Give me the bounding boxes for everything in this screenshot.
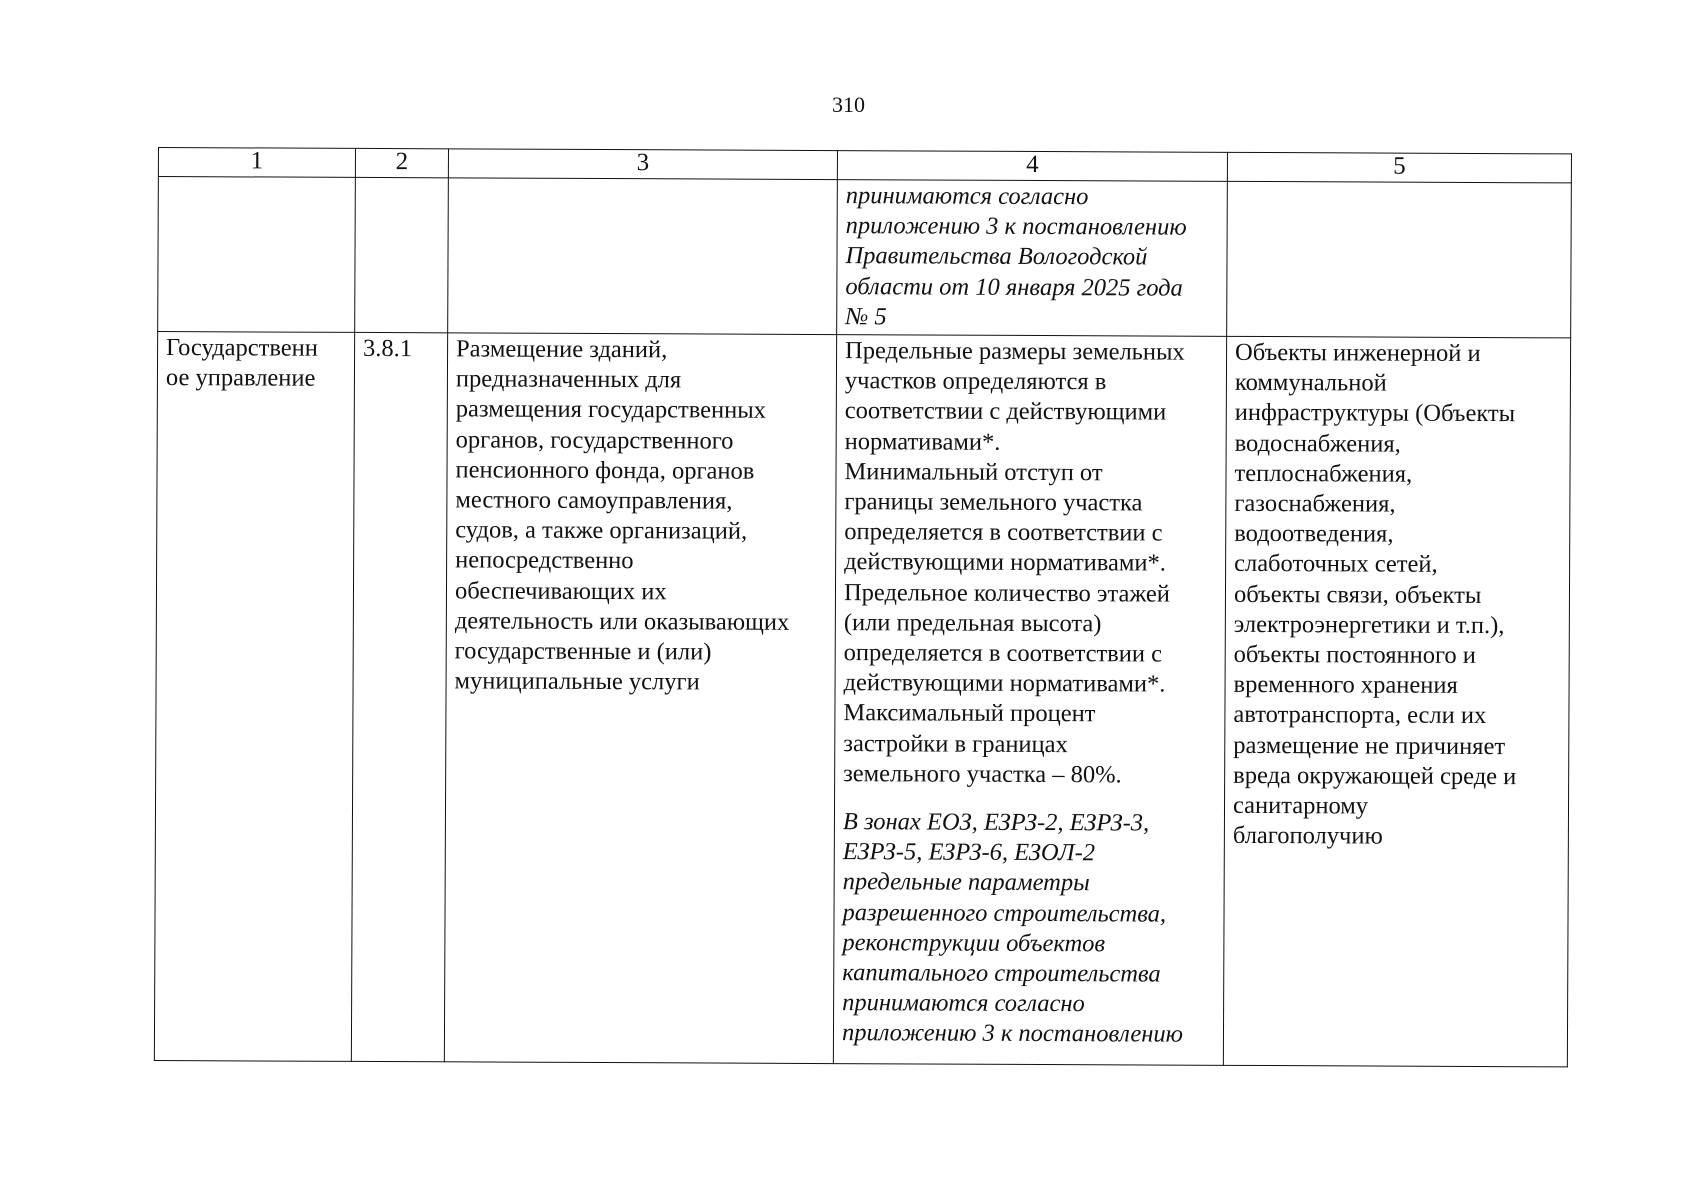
column-header-1: 1 xyxy=(158,148,355,178)
column-header-4: 4 xyxy=(837,151,1227,182)
column-header-5: 5 xyxy=(1227,152,1571,183)
parameters-text: Предельные размеры земельных участков определяются в соответствии с действующими нормативами*. Минимальный отступ от границы земельного участка определяется в соответствии с действующими нормативами*. Предельное количество этажей (или предельная высота) определяется в соответствии с действующими нормативами*. Максимальный процент застройки в границах земельного участка – 80%. xyxy=(843,337,1185,789)
continuation-parameters-cell: принимаются согласно приложению 3 к постановлению Правительства Вологодской области от 10 января 2025 года № 5 xyxy=(837,180,1228,337)
continuation-cell-2 xyxy=(355,177,449,332)
continuation-cell-3 xyxy=(448,178,838,335)
zone-restrictions-text: В зонах ЕОЗ, ЕЗРЗ-2, ЕЗРЗ-3, ЕЗРЗ-5, ЕЗРЗ-6, ЕЗОЛ-2 предельные параметры разрешенного строительства, реконструкции объектов капитального строительства принимаются согласно приложению 3 к постановлению xyxy=(841,808,1184,1049)
parameters-cell xyxy=(833,335,1226,1066)
paragraph-spacer xyxy=(843,789,1216,809)
continuation-cell-1 xyxy=(158,177,356,333)
land-use-description-cell: Размещение зданий, предназначенных для размещения государственных органов, государственного пенсионного фонда, органов местного самоуправления, судов, а также организаций, непосредственно обеспечивающих их деятельность или оказывающих государственные и (или) муниципальные услуги xyxy=(444,333,836,1064)
column-header-2: 2 xyxy=(355,148,448,177)
column-header-3: 3 xyxy=(448,149,837,180)
page-number: 310 xyxy=(832,92,865,117)
auxiliary-uses-cell: Объекты инженерной и коммунальной инфраструктуры (Объекты водоснабжения, теплоснабжения, газоснабжения, водоотведения, слаботочных сетей, объекты связи, объекты электроэнергетики и т.п.), объекты постоянного и временного хранения автотранспорта, если их размещение не причиняет вреда окружающей среде и санитарному благополучию xyxy=(1223,336,1570,1067)
continuation-row xyxy=(158,177,1572,338)
continuation-cell-5 xyxy=(1227,181,1572,338)
table-row xyxy=(154,332,1570,1067)
land-use-name-cell: Государственн ое управление xyxy=(154,332,354,1062)
zoning-regulations-table xyxy=(154,147,1572,1067)
land-use-code-cell: 3.8.1 xyxy=(351,332,447,1061)
